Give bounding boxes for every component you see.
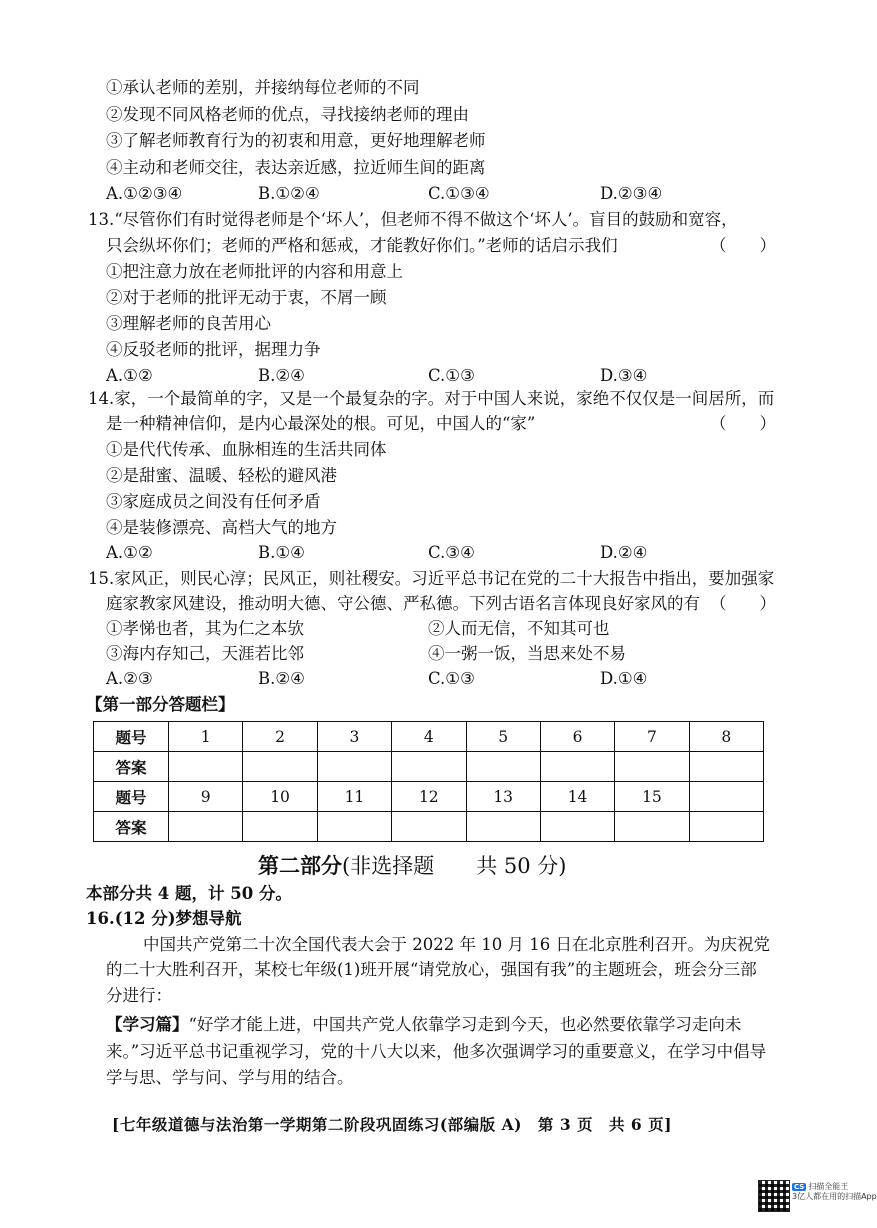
q16-paragraph-line3: 分进行： — [106, 986, 172, 1005]
scanner-watermark — [758, 1180, 877, 1216]
answer-cell[interactable] — [689, 752, 763, 782]
answer-cell[interactable] — [615, 812, 689, 842]
q16-title: 16.(12 分)梦想导航 — [86, 909, 242, 928]
choice-a: A.①② — [106, 366, 153, 385]
question-number: 3 — [317, 722, 391, 752]
question-number: 2 — [243, 722, 317, 752]
part2-title: 第二部分 — [258, 853, 342, 878]
question-number: 7 — [615, 722, 689, 752]
question-number: 8 — [689, 722, 763, 752]
q14-option-2: ②是甜蜜、温暖、轻松的避风港 — [106, 466, 337, 485]
question-number-label: 题号 — [94, 722, 169, 752]
choice-b: B.②④ — [258, 366, 305, 385]
answer-cell[interactable] — [615, 752, 689, 782]
q14-option-1: ①是代代传承、血脉相连的生活共同体 — [106, 440, 387, 459]
choice-b: B.①②④ — [258, 184, 320, 203]
choice-a: A.①②③④ — [106, 184, 183, 203]
table-row — [94, 782, 764, 812]
choice-c: C.①③ — [428, 669, 475, 688]
q13-option-3: ③理解老师的良苦用心 — [106, 314, 271, 333]
q12-option-3: ③了解老师教育行为的初衷和用意，更好地理解老师 — [106, 131, 486, 150]
q14-option-4: ④是装修漂亮、高档大气的地方 — [106, 518, 337, 537]
q15-option-3: ③海内存知己，天涯若比邻 — [106, 644, 304, 663]
q12-option-4: ④主动和老师交往，表达亲近感，拉近师生间的距离 — [106, 158, 486, 177]
study-section-tag: 【学习篇】 — [106, 1015, 189, 1034]
watermark-text — [792, 1182, 877, 1202]
q13-answer-paren: （ ） — [710, 236, 776, 255]
watermark-badge: CS — [794, 1183, 805, 1191]
q15-stem-line2: 庭家教家风建设，推动明大德、守公德、严私德。下列古语名言体现良好家风的有 — [106, 594, 700, 613]
choice-d: D.②④ — [600, 543, 648, 562]
q14-answer-paren: （ ） — [710, 414, 776, 433]
question-number: 5 — [466, 722, 540, 752]
question-number: 12 — [392, 782, 466, 812]
q16-paragraph-line2: 的二十大胜利召开，某校七年级(1)班开展“请党放心，强国有我”的主题班会，班会分三部 — [106, 960, 757, 979]
answer-cell[interactable] — [392, 812, 466, 842]
q15-option-1: ①孝悌也者，其为仁之本欤 — [106, 619, 304, 638]
question-number — [689, 782, 763, 812]
choice-a: A.②③ — [106, 669, 153, 688]
table-row — [94, 752, 764, 782]
study-section-line3: 学与思、学与问、学与用的结合。 — [106, 1068, 354, 1087]
q12-choices — [106, 182, 726, 206]
q15-choices — [106, 667, 726, 691]
table-row — [94, 722, 764, 752]
question-number: 4 — [392, 722, 466, 752]
question-number: 1 — [169, 722, 243, 752]
table-row — [94, 812, 764, 842]
part2-heading — [258, 850, 566, 880]
q14-stem-line2: 是一种精神信仰，是内心最深处的根。可见，中国人的“家” — [106, 414, 536, 433]
q16-paragraph-line1: 中国共产党第二十次全国代表大会于 2022 年 10 月 16 日在北京胜利召开。为庆祝党 — [143, 935, 770, 954]
question-number: 14 — [540, 782, 614, 812]
q14-stem-line1: 14.家，一个最简单的字，又是一个最复杂的字。对于中国人来说，家绝不仅仅是一间居所，而 — [88, 389, 775, 408]
q14-choices — [106, 541, 726, 565]
q15-option-4: ④一粥一饭，当思来处不易 — [428, 644, 626, 663]
question-number: 10 — [243, 782, 317, 812]
q13-option-2: ②对于老师的批评无动于衷，不屑一顾 — [106, 288, 387, 307]
answer-cell[interactable] — [169, 812, 243, 842]
study-section-line2: 来。”习近平总书记重视学习，党的十八大以来，他多次强调学习的重要意义，在学习中倡导 — [106, 1042, 767, 1061]
choice-c: C.①③④ — [428, 184, 490, 203]
choice-d: D.③④ — [600, 366, 648, 385]
answer-label: 答案 — [94, 812, 169, 842]
q13-stem-line2: 只会纵坏你们；老师的严格和惩戒，才能教好你们。”老师的话启示我们 — [106, 236, 618, 255]
answer-cell[interactable] — [466, 752, 540, 782]
q13-choices — [106, 364, 726, 388]
choice-d: D.②③④ — [600, 184, 663, 203]
choice-a: A.①② — [106, 543, 153, 562]
choice-c: C.①③ — [428, 366, 475, 385]
answer-sheet-title: 【第一部分答题栏】 — [86, 695, 235, 714]
answer-label: 答案 — [94, 752, 169, 782]
question-number: 6 — [540, 722, 614, 752]
answer-cell[interactable] — [392, 752, 466, 782]
answer-cell[interactable] — [540, 752, 614, 782]
part2-intro: 本部分共 4 题，计 50 分。 — [86, 884, 292, 903]
q12-option-2: ②发现不同风格老师的优点，寻找接纳老师的理由 — [106, 105, 469, 124]
q14-option-3: ③家庭成员之间没有任何矛盾 — [106, 492, 321, 511]
answer-cell[interactable] — [169, 752, 243, 782]
part2-subtitle: (非选择题 共 50 分) — [342, 854, 567, 878]
question-number-label: 题号 — [94, 782, 169, 812]
watermark-name: 扫描全能王 — [808, 1182, 849, 1191]
question-number: 11 — [317, 782, 391, 812]
choice-b: B.②④ — [258, 669, 305, 688]
question-number: 15 — [615, 782, 689, 812]
question-number: 13 — [466, 782, 540, 812]
q15-option-2: ②人而无信，不知其可也 — [428, 619, 610, 638]
answer-cell[interactable] — [243, 812, 317, 842]
answer-cell[interactable] — [243, 752, 317, 782]
study-section-text: “好学才能上进，中国共产党人依靠学习走到今天，也必然要依靠学习走向未 — [188, 1015, 742, 1034]
answer-cell[interactable] — [317, 752, 391, 782]
q13-option-1: ①把注意力放在老师批评的内容和用意上 — [106, 262, 403, 281]
q15-answer-paren: （ ） — [710, 594, 776, 613]
watermark-sub: 3亿人都在用的扫描App — [792, 1192, 877, 1201]
answer-sheet-table — [93, 721, 764, 842]
q13-stem-line1: 13.“尽管你们有时觉得老师是个‘坏人’，但老师不得不做这个‘坏人’。盲目的鼓励和宽容， — [88, 210, 738, 229]
q13-option-4: ④反驳老师的批评，据理力争 — [106, 340, 321, 359]
question-number: 9 — [169, 782, 243, 812]
study-section-line1 — [106, 1013, 741, 1037]
qr-code-icon — [758, 1180, 790, 1212]
page-footer: [七年级道德与法治第一学期第二阶段巩固练习(部编版 A) 第 3 页 共 6 页] — [112, 1115, 672, 1134]
answer-cell[interactable] — [540, 812, 614, 842]
choice-d: D.①④ — [600, 669, 648, 688]
answer-cell[interactable] — [317, 812, 391, 842]
q15-stem-line1: 15.家风正，则民心淳；民风正，则社稷安。习近平总书记在党的二十大报告中指出，要加强家 — [88, 569, 775, 588]
answer-cell[interactable] — [466, 812, 540, 842]
choice-c: C.③④ — [428, 543, 475, 562]
answer-cell[interactable] — [689, 812, 763, 842]
q12-option-1: ①承认老师的差别，并接纳每位老师的不同 — [106, 78, 420, 97]
choice-b: B.①④ — [258, 543, 305, 562]
